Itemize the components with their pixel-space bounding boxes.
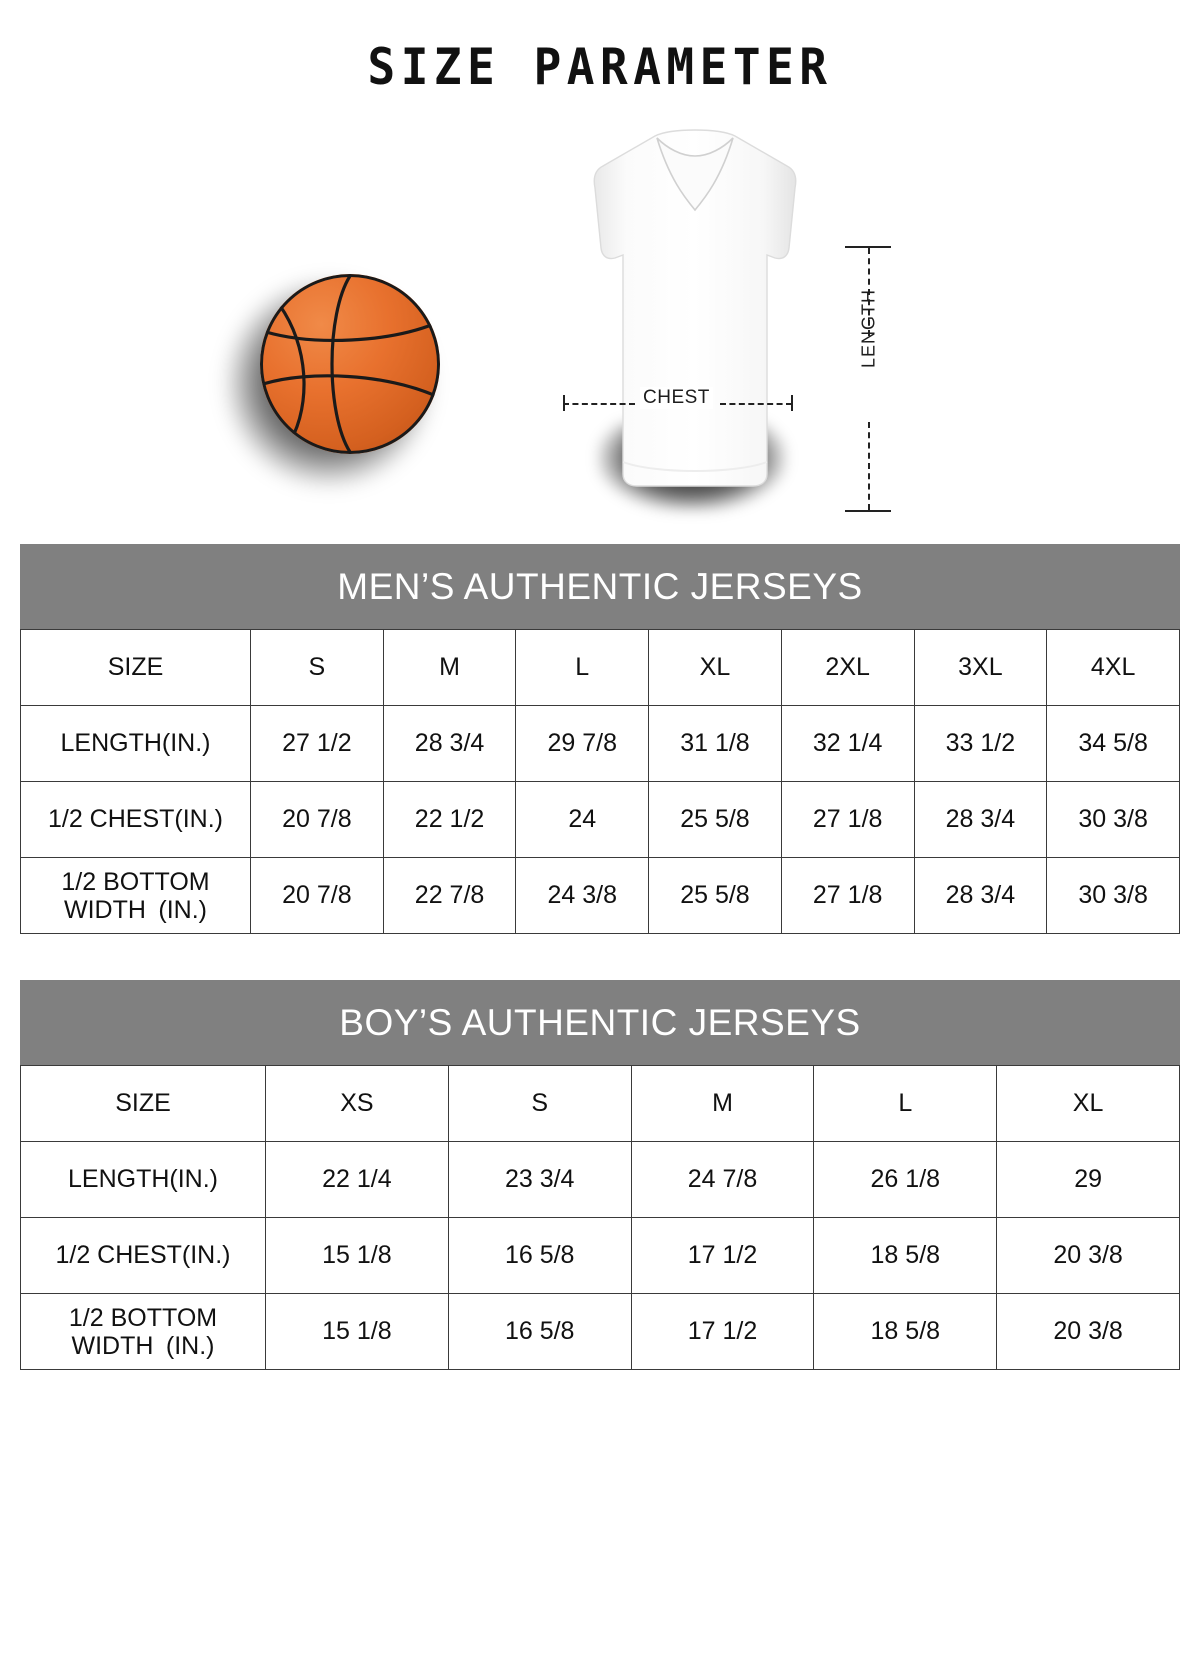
column-header: S bbox=[448, 1066, 631, 1142]
measurement-cell: 30 3/8 bbox=[1047, 858, 1180, 934]
boys-size-table bbox=[20, 1065, 1180, 1370]
measurement-cell: 29 bbox=[997, 1142, 1180, 1218]
measurement-cell: 20 3/8 bbox=[997, 1218, 1180, 1294]
column-header: SIZE bbox=[21, 630, 251, 706]
table-row bbox=[21, 1142, 1180, 1218]
row-label: 1/2 BOTTOM WIDTH (IN.) bbox=[21, 1294, 266, 1370]
measurement-cell: 25 5/8 bbox=[649, 782, 782, 858]
measurement-cell: 28 3/4 bbox=[914, 782, 1047, 858]
basketball-seams bbox=[260, 274, 440, 454]
measurement-cell: 27 1/2 bbox=[251, 706, 384, 782]
measurement-cell: 22 1/4 bbox=[266, 1142, 449, 1218]
boys-size-table-block bbox=[20, 980, 1180, 1370]
column-header: XL bbox=[649, 630, 782, 706]
measurement-cell: 22 7/8 bbox=[383, 858, 516, 934]
column-header: L bbox=[516, 630, 649, 706]
table-row bbox=[21, 1218, 1180, 1294]
measurement-cell: 24 7/8 bbox=[631, 1142, 814, 1218]
column-header: M bbox=[631, 1066, 814, 1142]
length-label: LENGTH bbox=[858, 289, 879, 369]
jersey-icon bbox=[545, 122, 879, 522]
measurement-cell: 32 1/4 bbox=[781, 706, 914, 782]
measurement-cell: 22 1/2 bbox=[383, 782, 516, 858]
measurement-cell: 25 5/8 bbox=[649, 858, 782, 934]
length-tick-bottom bbox=[845, 510, 891, 512]
column-header: SIZE bbox=[21, 1066, 266, 1142]
page-title: SIZE PARAMETER bbox=[367, 38, 833, 96]
measurement-cell: 15 1/8 bbox=[266, 1294, 449, 1370]
column-header: S bbox=[251, 630, 384, 706]
measurement-cell: 31 1/8 bbox=[649, 706, 782, 782]
measurement-cell: 27 1/8 bbox=[781, 858, 914, 934]
column-header: L bbox=[814, 1066, 997, 1142]
measurement-cell: 26 1/8 bbox=[814, 1142, 997, 1218]
table-header-row bbox=[21, 630, 1180, 706]
column-header: 2XL bbox=[781, 630, 914, 706]
product-illustration bbox=[0, 114, 1200, 534]
column-header: M bbox=[383, 630, 516, 706]
boys-table-header: BOY’S AUTHENTIC JERSEYS bbox=[20, 980, 1180, 1065]
column-header: XL bbox=[997, 1066, 1180, 1142]
column-header: 3XL bbox=[914, 630, 1047, 706]
row-label: LENGTH(IN.) bbox=[21, 706, 251, 782]
mens-table-header: MEN’S AUTHENTIC JERSEYS bbox=[20, 544, 1180, 629]
column-header: XS bbox=[266, 1066, 449, 1142]
measurement-cell: 33 1/2 bbox=[914, 706, 1047, 782]
measurement-cell: 28 3/4 bbox=[914, 858, 1047, 934]
measurement-cell: 28 3/4 bbox=[383, 706, 516, 782]
column-header: 4XL bbox=[1047, 630, 1180, 706]
length-dimension bbox=[845, 122, 925, 522]
table-header-row bbox=[21, 1066, 1180, 1142]
measurement-cell: 34 5/8 bbox=[1047, 706, 1180, 782]
measurement-cell: 24 bbox=[516, 782, 649, 858]
row-label: LENGTH(IN.) bbox=[21, 1142, 266, 1218]
measurement-cell: 23 3/4 bbox=[448, 1142, 631, 1218]
measurement-cell: 20 7/8 bbox=[251, 858, 384, 934]
chest-tick-right bbox=[791, 395, 793, 411]
row-label: 1/2 BOTTOM WIDTH (IN.) bbox=[21, 858, 251, 934]
measurement-cell: 15 1/8 bbox=[266, 1218, 449, 1294]
measurement-cell: 29 7/8 bbox=[516, 706, 649, 782]
table-row bbox=[21, 706, 1180, 782]
measurement-cell: 27 1/8 bbox=[781, 782, 914, 858]
measurement-cell: 18 5/8 bbox=[814, 1218, 997, 1294]
measurement-cell: 17 1/2 bbox=[631, 1294, 814, 1370]
chest-line-left bbox=[563, 403, 635, 405]
measurement-cell: 16 5/8 bbox=[448, 1218, 631, 1294]
length-line-lower bbox=[868, 422, 870, 510]
basketball-sphere bbox=[260, 274, 440, 454]
row-label: 1/2 CHEST(IN.) bbox=[21, 782, 251, 858]
row-label: 1/2 CHEST(IN.) bbox=[21, 1218, 266, 1294]
measurement-cell: 20 3/8 bbox=[997, 1294, 1180, 1370]
measurement-cell: 16 5/8 bbox=[448, 1294, 631, 1370]
mens-size-table-block bbox=[20, 544, 1180, 934]
chest-label: CHEST bbox=[640, 387, 713, 409]
mens-size-table bbox=[20, 629, 1180, 934]
measurement-cell: 24 3/8 bbox=[516, 858, 649, 934]
jersey-illustration bbox=[545, 122, 845, 522]
measurement-cell: 30 3/8 bbox=[1047, 782, 1180, 858]
measurement-cell: 18 5/8 bbox=[814, 1294, 997, 1370]
table-row bbox=[21, 1294, 1180, 1370]
table-row bbox=[21, 858, 1180, 934]
measurement-cell: 17 1/2 bbox=[631, 1218, 814, 1294]
table-row bbox=[21, 782, 1180, 858]
basketball-icon bbox=[218, 264, 448, 494]
chest-line-right bbox=[720, 403, 792, 405]
measurement-cell: 20 7/8 bbox=[251, 782, 384, 858]
